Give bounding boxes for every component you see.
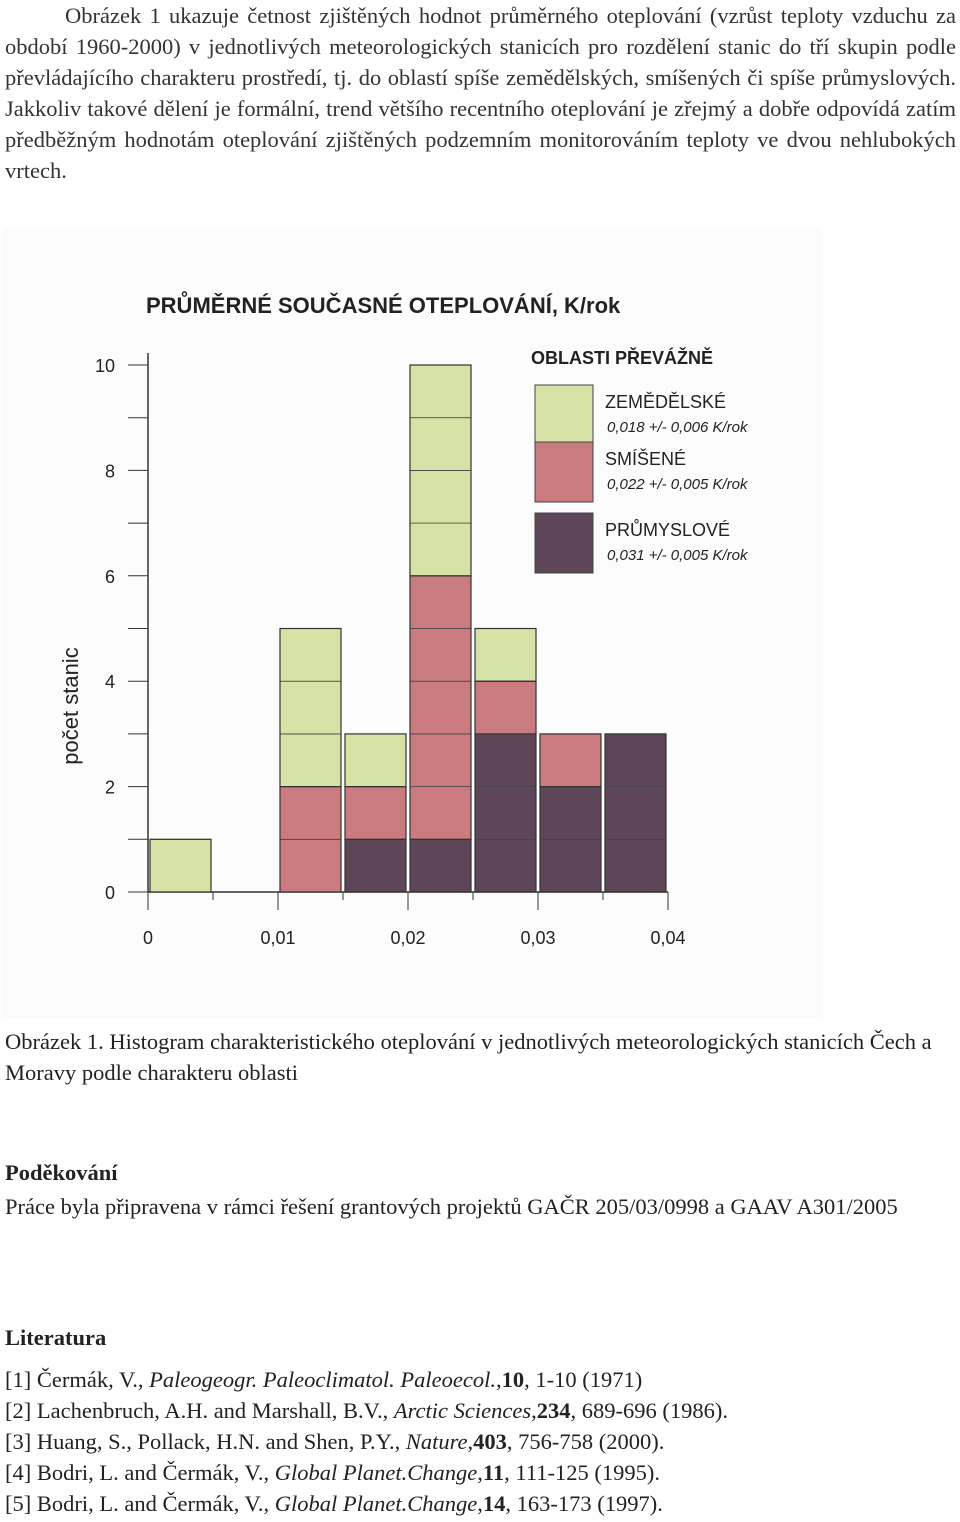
figure-caption: Obrázek 1. Histogram charakteristického oteplování v jednotlivých meteorologických stanicích Čech a Moravy podle charakteru oblasti — [5, 1029, 932, 1085]
reference-item — [5, 1426, 955, 1457]
reference-journal: Nature — [405, 1429, 468, 1454]
y-tick-label: 4 — [104, 672, 115, 693]
references-heading: Literatura — [5, 1325, 107, 1350]
acknowledgement-heading: Poděkování — [5, 1160, 118, 1185]
bar-segment-smíšené — [540, 734, 601, 787]
bar-segment-zemědělské — [280, 734, 341, 787]
reference-item — [5, 1395, 955, 1426]
y-axis-label: počet stanic — [58, 647, 83, 765]
bar-segment-průmyslové — [540, 839, 601, 892]
bar-segment-zemědělské — [280, 681, 341, 734]
reference-journal: Global Planet.Change — [274, 1460, 478, 1485]
y-tick-label: 8 — [104, 461, 115, 482]
bar-segment-smíšené — [410, 734, 471, 787]
bar-segment-zemědělské — [410, 470, 471, 523]
bar-segment-zemědělské — [475, 629, 536, 682]
bar-segment-průmyslové — [605, 787, 666, 840]
reference-volume: 11 — [482, 1460, 505, 1485]
bar-segment-smíšené — [280, 787, 341, 840]
reference-authors: Lachenbruch, A.H. and Marshall, B.V., — [36, 1398, 389, 1423]
chart-legend — [531, 347, 749, 573]
reference-separator: , — [477, 1460, 483, 1485]
reference-volume: 403 — [473, 1429, 507, 1454]
reference-journal: Paleogeogr. Paleoclimatol. Paleoecol. — [149, 1367, 496, 1392]
bar-segment-smíšené — [410, 629, 471, 682]
reference-number: [4] — [5, 1460, 32, 1485]
reference-number: [1] — [5, 1367, 32, 1392]
reference-pages: , 163-173 (1997). — [505, 1491, 663, 1516]
reference-authors: Čermák, V., — [36, 1367, 144, 1392]
histogram-chart — [3, 228, 821, 1018]
legend-swatch — [535, 513, 593, 573]
y-tick-label: 6 — [104, 566, 115, 587]
histogram-figure — [3, 228, 821, 1018]
x-tick-label: 0,03 — [520, 928, 556, 948]
legend-series-note: 0,018 +/- 0,006 K/rok — [607, 419, 748, 436]
bar-segment-průmyslové — [540, 787, 601, 840]
references-list — [5, 1364, 955, 1519]
reference-journal: Arctic Sciences — [393, 1398, 532, 1423]
reference-pages: , 756-758 (2000). — [506, 1429, 665, 1454]
bar-segment-průmyslové — [410, 839, 471, 892]
chart-title: PRŮMĚRNÉ SOUČASNÉ OTEPLOVÁNÍ, K/rok — [146, 293, 621, 318]
reference-separator: , — [477, 1491, 483, 1516]
x-tick-label: 0,01 — [260, 928, 296, 948]
y-tick-label: 2 — [104, 777, 115, 798]
bar-segment-smíšené — [280, 839, 341, 892]
reference-number: [2] — [5, 1398, 32, 1423]
bar-segment-zemědělské — [410, 365, 471, 418]
y-tick-label: 0 — [104, 883, 115, 903]
reference-item — [5, 1488, 955, 1519]
reference-volume: 10 — [501, 1367, 525, 1392]
reference-authors: Bodri, L. and Čermák, V., — [36, 1460, 270, 1485]
intro-paragraph: Obrázek 1 ukazuje četnost zjištěných hodnot průměrného oteplování (vzrůst teploty vzduchu za období 1960-2000) v jednotlivých meteorologických stanicích pro rozdělení stanic do tří skupin podle převládajícího charakteru prostředí, tj. do oblastí spíše zemědělských, smíšených či spíše průmyslových. Jakkoliv takové dělení je formální, trend většího recentního oteplování je zřejmý a dobře odpovídá zatím předběžným hodnotám oteplování zjištěných podzemním monitorováním teploty ve dvou nehlubokých vrtech. — [5, 3, 956, 183]
reference-journal: Global Planet.Change — [274, 1491, 478, 1516]
reference-item — [5, 1364, 955, 1395]
legend-series-note: 0,031 +/- 0,005 K/rok — [607, 547, 748, 564]
reference-separator: , — [467, 1429, 474, 1454]
bar-segment-průmyslové — [345, 839, 406, 892]
bar-segment-průmyslové — [475, 787, 536, 840]
bar-segment-zemědělské — [410, 523, 471, 576]
bar-segment-průmyslové — [475, 839, 536, 892]
bar-segment-zemědělské — [410, 418, 471, 471]
reference-volume: 234 — [536, 1398, 571, 1423]
bar-segment-průmyslové — [605, 734, 666, 787]
legend-series-name: PRŮMYSLOVÉ — [605, 520, 731, 540]
reference-item — [5, 1457, 955, 1488]
reference-authors: Bodri, L. and Čermák, V., — [36, 1491, 270, 1516]
bar-segment-smíšené — [410, 681, 471, 734]
reference-volume: 14 — [482, 1491, 506, 1516]
legend-swatch — [535, 442, 593, 502]
legend-swatch — [535, 385, 593, 445]
bar-segment-průmyslové — [605, 839, 666, 892]
reference-authors: Huang, S., Pollack, H.N. and Shen, P.Y., — [36, 1429, 401, 1454]
legend-title: OBLASTI PŘEVÁŽNĚ — [531, 348, 714, 368]
bar-segment-smíšené — [410, 576, 471, 629]
x-tick-label: 0,04 — [650, 928, 686, 948]
reference-number: [5] — [5, 1491, 32, 1516]
bar-segment-zemědělské — [150, 839, 211, 892]
bar-segment-zemědělské — [345, 734, 406, 787]
bar-segment-průmyslové — [475, 734, 536, 787]
legend-series-name: ZEMĚDĚLSKÉ — [605, 392, 727, 412]
legend-series-note: 0,022 +/- 0,005 K/rok — [607, 476, 748, 493]
bar-segment-zemědělské — [280, 629, 341, 682]
acknowledgement-text: Práce byla připravena v rámci řešení grantových projektů GAČR 205/03/0998 a GAAV A301/2005 — [5, 1194, 898, 1219]
x-tick-label: 0 — [142, 928, 154, 948]
legend-series-name: SMÍŠENÉ — [605, 449, 687, 469]
x-tick-label: 0,02 — [390, 928, 426, 948]
y-tick-label: 10 — [94, 356, 115, 376]
reference-pages: , 1-10 (1971) — [524, 1367, 643, 1392]
reference-pages: , 111-125 (1995). — [504, 1460, 660, 1485]
reference-separator: , — [531, 1398, 537, 1423]
bar-segment-smíšené — [410, 787, 471, 840]
reference-pages: , 689-696 (1986). — [570, 1398, 728, 1423]
bar-segment-smíšené — [345, 787, 406, 840]
reference-number: [3] — [5, 1429, 32, 1454]
reference-separator: , — [495, 1367, 502, 1392]
bar-segment-smíšené — [475, 681, 536, 734]
